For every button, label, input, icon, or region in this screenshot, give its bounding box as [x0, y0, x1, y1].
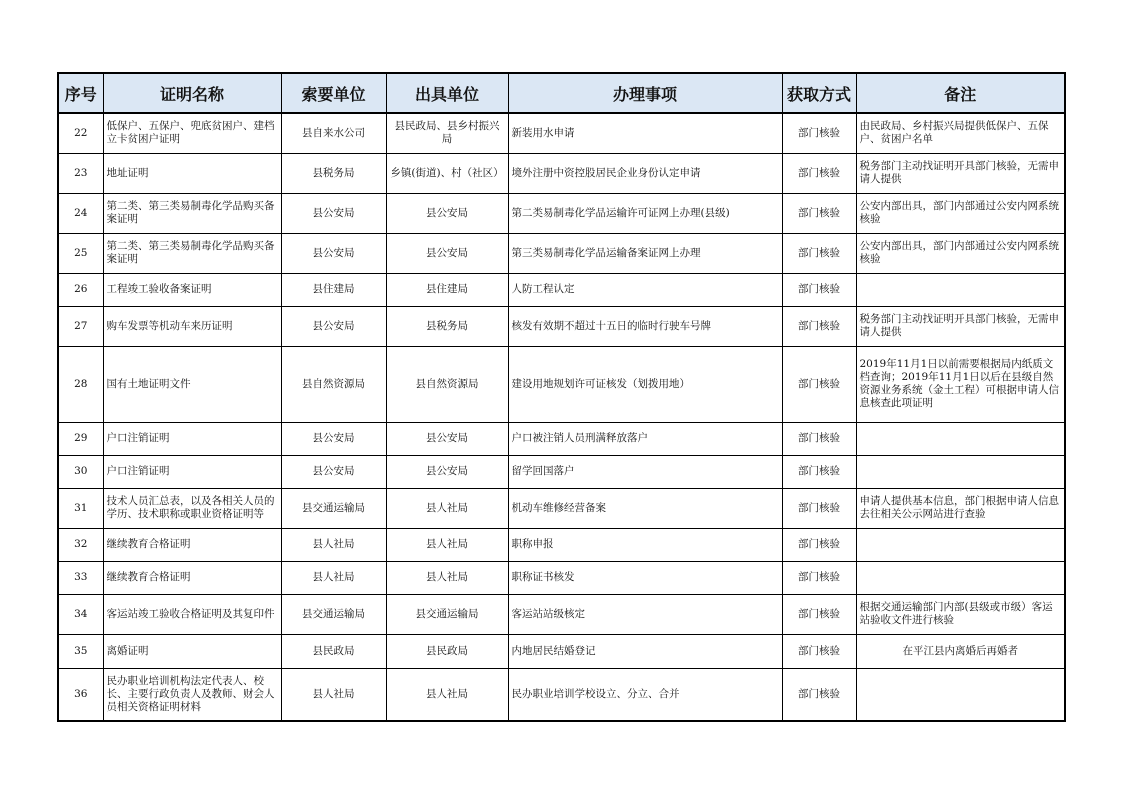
cell-name: 工程竣工验收备案证明 — [103, 273, 281, 306]
cell-matter: 户口被注销人员刑满释放落户 — [508, 422, 782, 455]
cell-method: 部门核验 — [782, 233, 856, 273]
cell-matter: 内地居民结婚登记 — [508, 634, 782, 668]
cell-requester: 县交通运输局 — [281, 488, 386, 528]
cell-no: 29 — [58, 422, 103, 455]
cell-method: 部门核验 — [782, 634, 856, 668]
cell-issuer: 县公安局 — [386, 455, 508, 488]
table-row — [58, 488, 1065, 528]
cell-method: 部门核验 — [782, 594, 856, 634]
cell-issuer: 县民政局 — [386, 634, 508, 668]
cell-matter: 民办职业培训学校设立、分立、合并 — [508, 668, 782, 721]
cell-note: 公安内部出具，部门内部通过公安内网系统核验 — [856, 193, 1065, 233]
cell-issuer: 县民政局、县乡村振兴局 — [386, 113, 508, 153]
certificate-table — [57, 72, 1066, 722]
cell-matter: 境外注册中资控股居民企业身份认定申请 — [508, 153, 782, 193]
cell-note: 根据交通运输部门内部(县级或市级）客运站验收文件进行核验 — [856, 594, 1065, 634]
cell-matter: 第三类易制毒化学品运输备案证网上办理 — [508, 233, 782, 273]
cell-method: 部门核验 — [782, 455, 856, 488]
table-row — [58, 153, 1065, 193]
cell-name: 第二类、第三类易制毒化学品购买备案证明 — [103, 193, 281, 233]
cell-no: 26 — [58, 273, 103, 306]
cell-issuer: 乡镇(街道)、村（社区） — [386, 153, 508, 193]
table-row — [58, 561, 1065, 594]
cell-method: 部门核验 — [782, 153, 856, 193]
table-row — [58, 422, 1065, 455]
cell-method: 部门核验 — [782, 561, 856, 594]
cell-note — [856, 422, 1065, 455]
cell-name: 第二类、第三类易制毒化学品购买备案证明 — [103, 233, 281, 273]
cell-requester: 县人社局 — [281, 668, 386, 721]
cell-issuer: 县公安局 — [386, 193, 508, 233]
table-row — [58, 273, 1065, 306]
cell-no: 22 — [58, 113, 103, 153]
cell-no: 25 — [58, 233, 103, 273]
cell-method: 部门核验 — [782, 193, 856, 233]
cell-no: 32 — [58, 528, 103, 561]
cell-issuer: 县税务局 — [386, 306, 508, 346]
header-issuer: 出具单位 — [386, 73, 508, 113]
cell-requester: 县交通运输局 — [281, 594, 386, 634]
cell-no: 30 — [58, 455, 103, 488]
cell-issuer: 县人社局 — [386, 488, 508, 528]
cell-no: 28 — [58, 346, 103, 422]
table-row — [58, 528, 1065, 561]
certificate-table-container — [57, 72, 1064, 722]
cell-name: 技术人员汇总表，以及各相关人员的学历、技术职称或职业资格证明等 — [103, 488, 281, 528]
cell-note: 由民政局、乡村振兴局提供低保户、五保户、贫困户名单 — [856, 113, 1065, 153]
table-row — [58, 455, 1065, 488]
cell-no: 24 — [58, 193, 103, 233]
table-row — [58, 634, 1065, 668]
cell-requester: 县人社局 — [281, 561, 386, 594]
cell-no: 23 — [58, 153, 103, 193]
cell-name: 国有土地证明文件 — [103, 346, 281, 422]
cell-issuer: 县公安局 — [386, 422, 508, 455]
cell-matter: 职称申报 — [508, 528, 782, 561]
cell-method: 部门核验 — [782, 346, 856, 422]
cell-note: 2019年11月1日以前需要根据局内纸质文档查询；2019年11月1日以后在县级自然资源业务系统（金土工程）可根据申请人信息核查此项证明 — [856, 346, 1065, 422]
cell-matter: 建设用地规划许可证核发（划拨用地） — [508, 346, 782, 422]
cell-no: 35 — [58, 634, 103, 668]
cell-requester: 县公安局 — [281, 306, 386, 346]
cell-note: 税务部门主动找证明开具部门核验，无需申请人提供 — [856, 306, 1065, 346]
cell-no: 31 — [58, 488, 103, 528]
cell-no: 36 — [58, 668, 103, 721]
cell-issuer: 县人社局 — [386, 668, 508, 721]
cell-requester: 县自然资源局 — [281, 346, 386, 422]
cell-matter: 客运站站级核定 — [508, 594, 782, 634]
cell-issuer: 县人社局 — [386, 528, 508, 561]
cell-method: 部门核验 — [782, 528, 856, 561]
cell-issuer: 县交通运输局 — [386, 594, 508, 634]
table-row — [58, 594, 1065, 634]
cell-name: 离婚证明 — [103, 634, 281, 668]
cell-requester: 县住建局 — [281, 273, 386, 306]
cell-matter: 新装用水申请 — [508, 113, 782, 153]
cell-note — [856, 455, 1065, 488]
table-header-row — [58, 73, 1065, 113]
cell-note — [856, 561, 1065, 594]
cell-note — [856, 528, 1065, 561]
cell-requester: 县自来水公司 — [281, 113, 386, 153]
cell-name: 继续教育合格证明 — [103, 528, 281, 561]
cell-requester: 县公安局 — [281, 193, 386, 233]
cell-name: 户口注销证明 — [103, 455, 281, 488]
header-requester: 索要单位 — [281, 73, 386, 113]
cell-matter: 核发有效期不超过十五日的临时行驶车号牌 — [508, 306, 782, 346]
cell-note — [856, 273, 1065, 306]
cell-note: 申请人提供基本信息，部门根据申请人信息去往相关公示网站进行查验 — [856, 488, 1065, 528]
cell-note: 在平江县内离婚后再婚者 — [856, 634, 1065, 668]
cell-issuer: 县住建局 — [386, 273, 508, 306]
table-row — [58, 306, 1065, 346]
cell-matter: 机动车维修经营备案 — [508, 488, 782, 528]
table-body — [58, 113, 1065, 721]
table-row — [58, 668, 1065, 721]
cell-method: 部门核验 — [782, 668, 856, 721]
cell-method: 部门核验 — [782, 306, 856, 346]
cell-note: 公安内部出具，部门内部通过公安内网系统核验 — [856, 233, 1065, 273]
cell-method: 部门核验 — [782, 422, 856, 455]
cell-note — [856, 668, 1065, 721]
cell-name: 购车发票等机动车来历证明 — [103, 306, 281, 346]
cell-matter: 人防工程认定 — [508, 273, 782, 306]
cell-name: 民办职业培训机构法定代表人、校长、主要行政负责人及教师、财会人员相关资格证明材料 — [103, 668, 281, 721]
cell-note: 税务部门主动找证明开具部门核验，无需申请人提供 — [856, 153, 1065, 193]
cell-matter: 职称证书核发 — [508, 561, 782, 594]
cell-method: 部门核验 — [782, 488, 856, 528]
cell-method: 部门核验 — [782, 273, 856, 306]
cell-name: 客运站竣工验收合格证明及其复印件 — [103, 594, 281, 634]
header-name: 证明名称 — [103, 73, 281, 113]
cell-name: 低保户、五保户、兜底贫困户、建档立卡贫困户证明 — [103, 113, 281, 153]
cell-name: 户口注销证明 — [103, 422, 281, 455]
table-row — [58, 193, 1065, 233]
cell-issuer: 县人社局 — [386, 561, 508, 594]
header-method: 获取方式 — [782, 73, 856, 113]
cell-requester: 县公安局 — [281, 233, 386, 273]
cell-no: 33 — [58, 561, 103, 594]
table-row — [58, 346, 1065, 422]
header-note: 备注 — [856, 73, 1065, 113]
cell-matter: 留学回国落户 — [508, 455, 782, 488]
table-row — [58, 233, 1065, 273]
cell-requester: 县民政局 — [281, 634, 386, 668]
cell-name: 地址证明 — [103, 153, 281, 193]
cell-no: 27 — [58, 306, 103, 346]
cell-requester: 县人社局 — [281, 528, 386, 561]
cell-method: 部门核验 — [782, 113, 856, 153]
header-no: 序号 — [58, 73, 103, 113]
cell-issuer: 县自然资源局 — [386, 346, 508, 422]
cell-matter: 第二类易制毒化学品运输许可证网上办理(县级) — [508, 193, 782, 233]
cell-requester: 县公安局 — [281, 455, 386, 488]
cell-name: 继续教育合格证明 — [103, 561, 281, 594]
cell-no: 34 — [58, 594, 103, 634]
cell-issuer: 县公安局 — [386, 233, 508, 273]
header-matter: 办理事项 — [508, 73, 782, 113]
cell-requester: 县公安局 — [281, 422, 386, 455]
cell-requester: 县税务局 — [281, 153, 386, 193]
table-row — [58, 113, 1065, 153]
